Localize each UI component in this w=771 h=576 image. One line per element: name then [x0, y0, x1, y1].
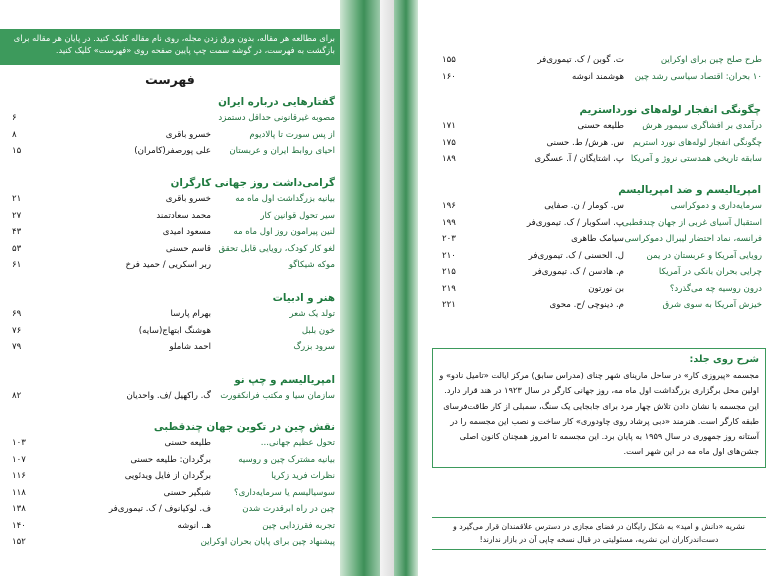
toc-entry[interactable] [12, 308, 335, 320]
article-title-link[interactable]: لنین پیرامون روز اول ماه مه [233, 227, 335, 237]
page-number: ۶ [12, 113, 17, 123]
page-number: ۸۲ [12, 391, 22, 401]
toc-entry[interactable] [442, 120, 762, 132]
article-title-link[interactable]: تجربه فقرزدایی چین [262, 520, 335, 531]
toc-entry[interactable] [12, 226, 335, 238]
article-author: بن نورتون [588, 283, 624, 294]
article-author: ربر اسکریی / حمید فرخ [125, 260, 211, 270]
article-author: مسعود امیدی [162, 227, 211, 237]
article-title-link[interactable]: چرایی بحران بانکی در آمریکا [658, 267, 762, 277]
page-number: ۱۵ [12, 146, 22, 156]
section-title: هنر و ادبیات [272, 292, 335, 304]
page-number: ۱۷۱ [442, 121, 456, 131]
article-title-link[interactable]: چگونگی انفجار لوله‌های نورد استریم [632, 137, 762, 148]
article-title-link[interactable]: لغو کار کودک، رویایی قابل تحقق [218, 243, 335, 254]
article-title-link[interactable]: سوسیالیسم یا سرمایه‌داری؟ [234, 487, 335, 498]
page-number: ۱۱۸ [12, 487, 26, 498]
article-title-link[interactable]: ۱۰ بحران: اقتصاد سیاسی رشد چین [634, 72, 762, 82]
article-author: س. کومار / ن. صفایی [544, 201, 624, 211]
article-title-link[interactable]: فرانسه، نماد احتضار لیبرال دموکراسی [624, 234, 762, 244]
article-author: علی پورصفر(کامران) [134, 146, 211, 156]
page-number: ۲۰۳ [442, 234, 456, 244]
toc-entry[interactable] [12, 210, 335, 222]
toc-entry[interactable] [12, 470, 335, 482]
page-number: ۷۹ [12, 342, 22, 352]
section-title: نقش چین در تکوین جهان چندقطبی [153, 421, 335, 433]
page-number: ۲۲۱ [442, 300, 456, 310]
page-number: ۲۱ [12, 194, 22, 204]
toc-entry[interactable] [12, 129, 335, 141]
article-author: پ. اشتایگان / آ. عسگری [534, 154, 624, 164]
page-number: ۱۵۲ [12, 537, 26, 547]
left-page [0, 0, 345, 576]
article-title-link[interactable]: احیای روابط ایران و عربستان [229, 146, 335, 156]
article-title-link[interactable]: خیزش آمریکا به سوی شرق [662, 300, 762, 310]
article-title-link[interactable]: درون روسیه چه می‌گذرد؟ [669, 283, 762, 294]
article-title-link[interactable]: سازمان سیا و مکتب فرانکفورت [220, 391, 335, 401]
article-title-link[interactable]: طرح صلح چین برای اوکراین [660, 55, 762, 65]
page-number: ۱۰۷ [12, 454, 26, 465]
cover-body: مجسمه «پیروزی کار» در ساحل مارینای شهر چنای (مدراس سابق) مرکز ایالت «تامیل نادو» و اولین محل برگزاری بزرگداشت اول ماه مه، روز جهانی کارگر در سال ۱۹۲۳ در هند قرار دارد. این مجسمه با نشان دادن تلاش چهار مرد برای جابجایی یک سنگ، سمبلی از کار طاقت‌فرسای طبقه کارگر است. هنرمند «دبی پرشاد روی چاودوری» کار ساخت و نصب این مجسمه را در آستانه روز جمهوری در سال ۱۹۵۹ به پایان برد. این مجسمه تا امروز همچنان کانون اصلی جشن‌های اول ماه مه در این شهر است. [439, 370, 759, 457]
toc-entry[interactable] [12, 259, 335, 271]
article-author: س. هرش/ ط. حسنی [546, 137, 624, 148]
toc-entry[interactable] [442, 233, 762, 245]
spine-gutter [380, 0, 394, 576]
toc-entry[interactable] [12, 503, 335, 515]
section-title: چگونگی انفجار لوله‌های نورداستریم [579, 104, 761, 116]
section-title: گرامی‌داشت روز جهانی کارگران [170, 177, 335, 189]
article-title-link[interactable]: موکه شیکاگو [288, 260, 335, 270]
instructions-banner: برای مطالعه هر مقاله، بدون ورق زدن مجله، روی نام مقاله کلیک کنید. در پایان هر مقاله برای بازگشت به فهرست، در گوشه سمت چپ پایین صفحه روی «فهرست» کلیک کنید. [0, 29, 341, 65]
spine-shadow-left [340, 0, 380, 576]
page-number: ۱۳۸ [12, 504, 26, 514]
toc-entry[interactable] [442, 200, 762, 212]
article-title-link[interactable]: رویایی آمریکا و عربستان در یمن [646, 250, 762, 261]
article-author: برگردان از فایل ویدئویی [124, 471, 211, 481]
article-title-link[interactable]: سرود بزرگ [293, 342, 335, 352]
article-title-link[interactable]: مصوبه غیرقانونی حداقل دستمزد [218, 113, 335, 123]
toc-entry[interactable] [442, 71, 762, 83]
article-author: پ. اسکوبار / ک. تیموری‌فر [526, 217, 624, 228]
article-title-link[interactable]: از پس سورت تا پالادیوم [249, 129, 335, 140]
page-number: ۶۱ [12, 260, 22, 270]
toc-entry[interactable] [442, 54, 762, 66]
section-title: گفتارهایی درباره ایران [218, 96, 335, 108]
article-title-link[interactable]: سیر تحول قوانین کار [260, 210, 335, 221]
toc-entry[interactable] [12, 112, 335, 124]
toc-title: فهرست [145, 72, 195, 87]
article-title-link[interactable]: استقبال آسیای غربی از جهان چندقطبی [621, 217, 762, 228]
toc-entry[interactable] [12, 487, 335, 499]
article-author: محمد سعادتمند [156, 210, 211, 221]
section-title: امپریالیسم و ضد امپریالیسم [618, 184, 761, 196]
article-author: ل. الحسنی / ک. تیموری‌فر [528, 250, 624, 261]
page-number: ۱۴۰ [12, 520, 26, 531]
page-number: ۱۵۵ [442, 55, 456, 65]
article-author: هوشنگ ابتهاج(سایه) [138, 325, 211, 336]
note-bottom-rule [432, 549, 766, 550]
toc-entry[interactable] [12, 520, 335, 532]
article-author: ت. گوبن / ک. تیموری‌فر [537, 55, 624, 65]
page-number: ۲۱۹ [442, 283, 456, 294]
page-number: ۱۹۶ [442, 201, 456, 211]
toc-entry[interactable] [12, 437, 335, 449]
toc-entry[interactable] [12, 325, 335, 337]
article-author: هـ. انوشه [177, 520, 211, 531]
toc-entry[interactable] [442, 217, 762, 229]
article-author: طلیعه حسنی [164, 438, 211, 448]
toc-entry[interactable] [442, 250, 762, 262]
toc-entry[interactable] [442, 137, 762, 149]
article-author: خسرو باقری [165, 129, 211, 140]
article-author: سیامک طاهری [571, 234, 624, 244]
section-title: امپریالیسم و چپ نو [234, 374, 335, 386]
article-title-link[interactable]: تولد یک شعر [289, 309, 335, 319]
article-title-link[interactable]: تحول عظیم جهانی... [260, 438, 335, 448]
toc-entry[interactable] [442, 153, 762, 165]
article-title-link[interactable]: پیشنهاد چین برای پایان بحران اوکراین [200, 537, 335, 547]
article-title-link[interactable]: سرمایه‌داری و دموکراسی [670, 201, 762, 211]
toc-entry[interactable] [12, 341, 335, 353]
article-author: م. هادسن / ک. تیموری‌فر [532, 267, 624, 277]
page-number: ۷۶ [12, 325, 22, 336]
page-number: ۱۷۵ [442, 137, 456, 148]
right-page [410, 0, 771, 576]
article-author: احمد شاملو [169, 342, 211, 352]
page-number: ۲۷ [12, 210, 22, 221]
toc-entry[interactable] [442, 283, 762, 295]
page-number: ۲۱۵ [442, 267, 456, 277]
article-title-link[interactable]: سابقه تاریخی همدستی نروژ و آمریکا [630, 154, 762, 164]
page-number: ۱۶۰ [442, 72, 456, 82]
article-author: قاسم حسنی [165, 243, 211, 254]
page-number: ۲۱۰ [442, 250, 456, 261]
toc-entry[interactable] [442, 299, 762, 311]
article-author: گ. راکهیل /ف. واحدیان [126, 391, 211, 401]
page-number: ۵۳ [12, 243, 22, 254]
cover-heading: شرح روی جلد: [689, 354, 759, 365]
page-number: ۶۹ [12, 309, 22, 319]
page-number: ۱۹۹ [442, 217, 456, 228]
article-author: ف. لوکیانوف / ک. تیموری‌فر [108, 504, 211, 514]
article-author: م. دینوچی /ح. محوی [549, 300, 624, 310]
article-title-link[interactable]: درآمدی بر افشاگری سیمور هرش [642, 121, 762, 131]
toc-entry[interactable] [12, 145, 335, 157]
toc-entry[interactable] [12, 454, 335, 466]
article-title-link[interactable]: بیانیه بزرگداشت اول ماه مه [235, 194, 335, 204]
article-title-link[interactable]: بیانیه مشترک چین و روسیه [238, 454, 335, 465]
toc-entry[interactable] [12, 193, 335, 205]
cover-description-box [432, 348, 766, 468]
toc-entry[interactable] [12, 390, 335, 402]
article-author: هوشمند انوشه [571, 72, 624, 82]
article-author: برگردان: طلیعه حسنی [130, 454, 211, 465]
article-title-link[interactable]: چین در راه ابرقدرت شدن [242, 504, 335, 514]
publication-note: نشریه «دانش و امید» به شکل رایگان در فضای مجازی در دسترس علاقمندان قرار می‌گیرد و دست‌اندرکاران این نشریه، مسئولیتی در قبال نسخه چاپی آن در بازار ندارند! [453, 522, 745, 544]
page-number: ۱۱۶ [12, 471, 26, 481]
article-author: بهرام پارسا [170, 309, 211, 319]
page-number: ۱۰۳ [12, 438, 26, 448]
article-title-link[interactable]: خون بلبل [301, 325, 335, 336]
article-author: شبگیر حسنی [163, 487, 211, 498]
page-number: ۸ [12, 129, 17, 140]
article-author: طلیعه حسنی [577, 121, 624, 131]
toc-entry[interactable] [12, 536, 335, 548]
page-number: ۴۳ [12, 227, 22, 237]
article-title-link[interactable]: نظرات فرید زکریا [271, 471, 335, 481]
toc-entry[interactable] [442, 266, 762, 278]
article-author: خسرو باقری [165, 194, 211, 204]
note-top-rule [432, 517, 766, 518]
page-number: ۱۸۹ [442, 154, 456, 164]
toc-entry[interactable] [12, 243, 335, 255]
